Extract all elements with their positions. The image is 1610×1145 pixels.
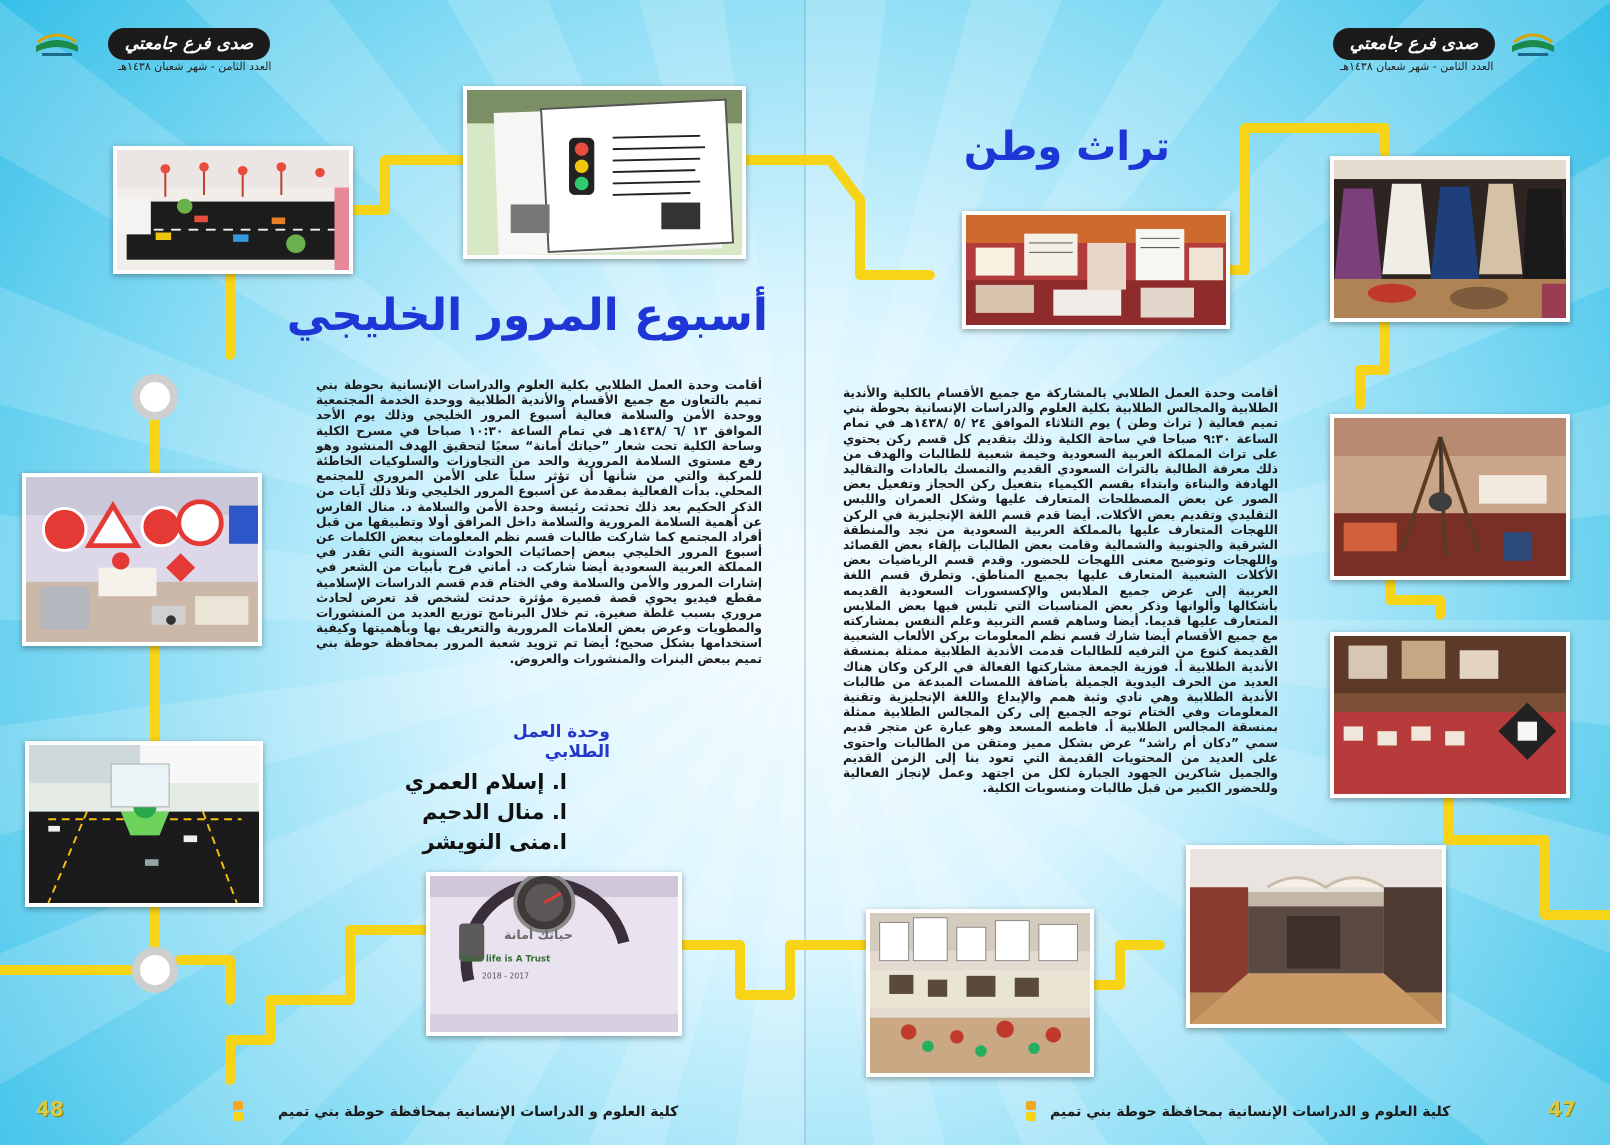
photo-tent-tripod: [1330, 414, 1570, 580]
photo-shop-corridor: [1186, 845, 1446, 1028]
signature-name-1: ا. إسلام العمري: [404, 770, 567, 794]
path-node-2: [136, 951, 174, 989]
photo-traffic-model-table: [113, 146, 353, 274]
poster-slogan: حياتك أمانة: [504, 926, 573, 942]
masthead-right: صدى فرع جامعتي: [1333, 28, 1495, 60]
university-logo-left: [34, 24, 80, 60]
page-number-right: 47: [1548, 1097, 1576, 1121]
signature-name-2: ا. منال الدحيم: [422, 800, 567, 824]
footer-marker-left: [232, 1100, 244, 1122]
photo-slogan-screen: [426, 872, 682, 1036]
right-article-title: تراث وطن: [963, 124, 1170, 170]
photo-traffic-flyer: [463, 86, 746, 259]
path-node-1: [136, 378, 174, 416]
photo-road-signs: [22, 473, 262, 646]
left-article-body: أقامت وحدة العمل الطلابي بكلية العلوم والدراسات الإنسانية بحوطة بني تميم بالتعاون مع جميع الأقسام والأندية الطلابية ووحدة الخدمة المجتمعية ووحدة الأمن والسلامة فعالية أسبوع المرور الخليجي وذلك يوم الأحد الموافق ١٣ /٦ /١٤٣٨هـ في تمام الساعة ١٠:٣٠ صباحا في مسرح الكلية وساحة الكلية تحت شعار ”حياتك أمانة“ سعيًا لتحقيق الهدف المنشود وهو رفع مستوى السلامة المرورية والحد من التجاوزات والسلوكيات الخاطئة للمركبة والتي من شأنها أن تؤثر سلباً على الأمن المروري للمجتمع المحلي. بدأت الفعالية بمقدمة عن أسبوع المرور الخليجي وتلا ذلك آيات من الذكر الحكيم بعد ذلك تحدثت رئيسة وحدة الأمن والسلامة د. منال الفارس عن أهمية السلامة المرورية والسلامة داخل المرافق أولا وتطبيقها من قبل أفراد المجتمع كما شاركت طالبات قسم نظم المعلومات ببعض الكلمات عن أسبوع المرور الخليجي ببعض إحصائيات الحوادث السنوية التي تقدر في المملكة العربية السعودية أيضا شاركت د. أماني فرح بأبيات من الشعر في إشارات المرور والأمن والسلامة وفي الختام قدم قسم الدراسات الإسلامية مقطع فيديو يحوي قصة قصيرة مؤثرة حدثت لشخص قد تعرض لحادث مروري بسبب غلطة صغيرة. تم خلال البرنامج توزيع العديد من المنشورات والمطويات وعرض بعض العلامات المرورية والتعريف بها وبأهميتها وكيفية استخدامها بشكل صحيح؛ أيضا تم تزويد شعبة المرور بمحافظة حوطة بني تميم ببعض البنرات والمنشورات والعروض.: [316, 378, 762, 666]
masthead-left: صدى فرع جامعتي: [108, 28, 270, 60]
poster-english: Your life is A Trust: [460, 954, 551, 965]
issue-label-left: العدد الثامن - شهر شعبان ١٤٣٨هـ: [118, 60, 272, 73]
page-number-left: 48: [36, 1097, 64, 1121]
right-article-body: أقامت وحدة العمل الطلابي بالمشاركة مع جميع الأقسام بالكلية والأندية الطلابية والمجالس الطلابية بكلية العلوم والدراسات الإنسانية بحوطة بني تميم فعالية ( تراث وطن ) يوم الثلاثاء الموافق ٢٤ /٥ /١٤٣٨هـ في تمام الساعة ٩:٣٠ صباحا في ساحة الكلية وذلك بتقديم كل قسم ركن يحتوي على تراث المملكة العربية السعودية وخيمة شعبية للطالبات والهدف من ذلك معرفة الطالبة بالتراث السعودي القديم والتمسك بالعادات والتقاليد الهادفة والبناءة وابتداء بقسم الكيمياء بتفعيل ركن الحجاز وتفعيل بعض الصور عن بعض المصطلحات المتعارف عليها وشكل العمران واللبس التقليدي وتقديم بعض الأكلات. أيضا قدم قسم اللغة الإنجليزية في الركن اللهجات المتعارف عليها بالمملكة العربية السعودية من نجد والمنطقة الشرقية والجنوبية والشمالية وقامت بعض الطالبات بإلقاء بعض القصائد واللهجات وتوضيح معنى اللهجات للحضور. وقدم قسم الرياضيات بعض الأكلات الشعبية المتعارف عليها بجميع المناطق. وتطرق قسم اللغة العربية إلى عرض جميع الملابس والإكسسورات السعودية القديمه بأشكالها وألوانها وذكر بعض المناسبات التي تلبس فيها بعض الملابس المتعارف عليها قديما. أيضا وساهم قسم التربية وعلم النفس بمشاركته مع جميع الأقسام أيضا شارك قسم نظم المعلومات بركن الألعاب الشعبية القديمة كنوع من الترفيه للطالبات قدمت الأندية الطلابية ممثلة بمنسقة الأندية الطلابية أ. فوزية الجمعة مشاركتها الفعالة في الركن وكان هناك العديد من الحرف اليدوية الجميلة بأضافة اللمسات المبدعة من طالبات الأندية الطلابية وهي نادي وثبة همم والإبداع واللغة الإنجليزية وتقنية المعلومات وفي الختام توجه الجميع إلى ركن المجالس الطلابية ممثلة بمنسقة المجالس الطلابية أ. فاطمه المسعد وهو عبارة عن متجر قديم سمي ”دكان أم راشد“ عرض بشكل مميز ومتقن من الطالبات واحتوى على العديد من المحتويات القديمة التي تعود بنا إلى الزمن القديم والجميل شاكرين الجهود الجبارة لكل من اجتهد وعمل لإنجاز الفعالية وللحضور الكبير من قبل طالبات ومنسوبات الكلية.: [843, 386, 1278, 796]
left-article-title: أسبوع المرور الخليجي: [286, 290, 768, 341]
footer-marker-right: [1025, 1100, 1037, 1122]
university-logo-right: [1510, 24, 1556, 60]
signature-heading: وحدة العمل الطلابي: [513, 722, 610, 762]
photo-handcrafts-corner: [1330, 632, 1570, 798]
photo-crafts-display: [866, 909, 1094, 1077]
footer-left: كلية العلوم و الدراسات الإنسانية بمحافظة حوطة بني تميم: [278, 1104, 679, 1120]
signature-name-3: ا.منى النويشر: [422, 830, 567, 854]
footer-right: كلية العلوم و الدراسات الإنسانية بمحافظة حوطة بني تميم: [1050, 1104, 1451, 1120]
issue-label-right: العدد الثامن - شهر شعبان ١٤٣٨هـ: [1340, 60, 1494, 73]
photo-traditional-clothes: [1330, 156, 1570, 322]
photo-city-street-model: [25, 741, 263, 907]
photo-dialects-board: [962, 211, 1230, 329]
poster-year: 2018 - 2017: [481, 971, 530, 981]
